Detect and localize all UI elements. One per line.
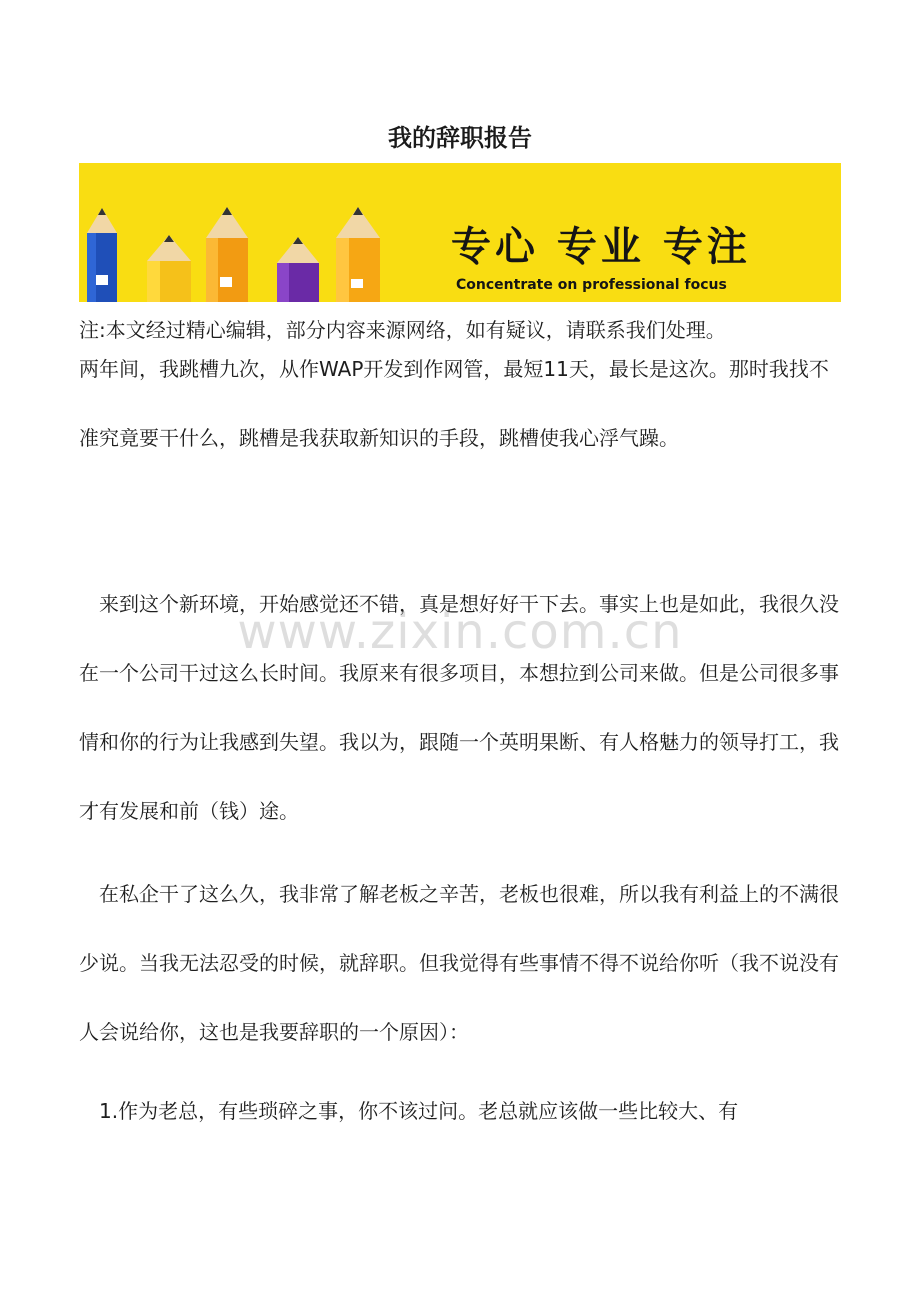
pencil-icon [87,208,117,302]
document-title: 我的辞职报告 [388,124,532,152]
paragraph: 来到这个新环境，开始感觉还不错，真是想好好干下去。事实上也是如此，我很久没在一个公司干过这么长时间。我原来有很多项目，本想拉到公司来做。但是公司很多事情和你的行为让我感到失望。我以为，跟随一个英明果断、有人格魅力的领导打工，我才有发展和前（钱）途。 [79,592,839,823]
banner-image [79,163,841,302]
watermark: www.zixin.com.cn [237,604,683,660]
paragraph: 在私企干了这么久，我非常了解老板之辛苦，老板也很难，所以我有利益上的不满很少说。当我无法忍受的时候，就辞职。但我觉得有些事情不得不说给你听（我不说没有人会说给你，这也是我要辞职的一个原因）： [79,882,839,1044]
pencil-icon [147,235,191,302]
paragraph: 1.作为老总，有些琐碎之事，你不该过问。老总就应该做一些比较大、有 [79,1099,739,1123]
paragraph: 两年间，我跳槽九次，从作WAP开发到作网管，最短11天，最长是这次。那时我找不准究竟要干什么，跳槽是我获取新知识的手段，跳槽使我心浮气躁。 [79,357,829,450]
pencil-icon [206,207,248,302]
pencil-icon [336,207,380,302]
banner-subtitle: Concentrate on professional focus [456,277,727,293]
banner-slogan: 专心 专业 专注 [451,224,751,270]
pencil-icon [277,237,319,302]
editor-note: 注:本文经过精心编辑，部分内容来源网络，如有疑议，请联系我们处理。 [79,318,726,342]
